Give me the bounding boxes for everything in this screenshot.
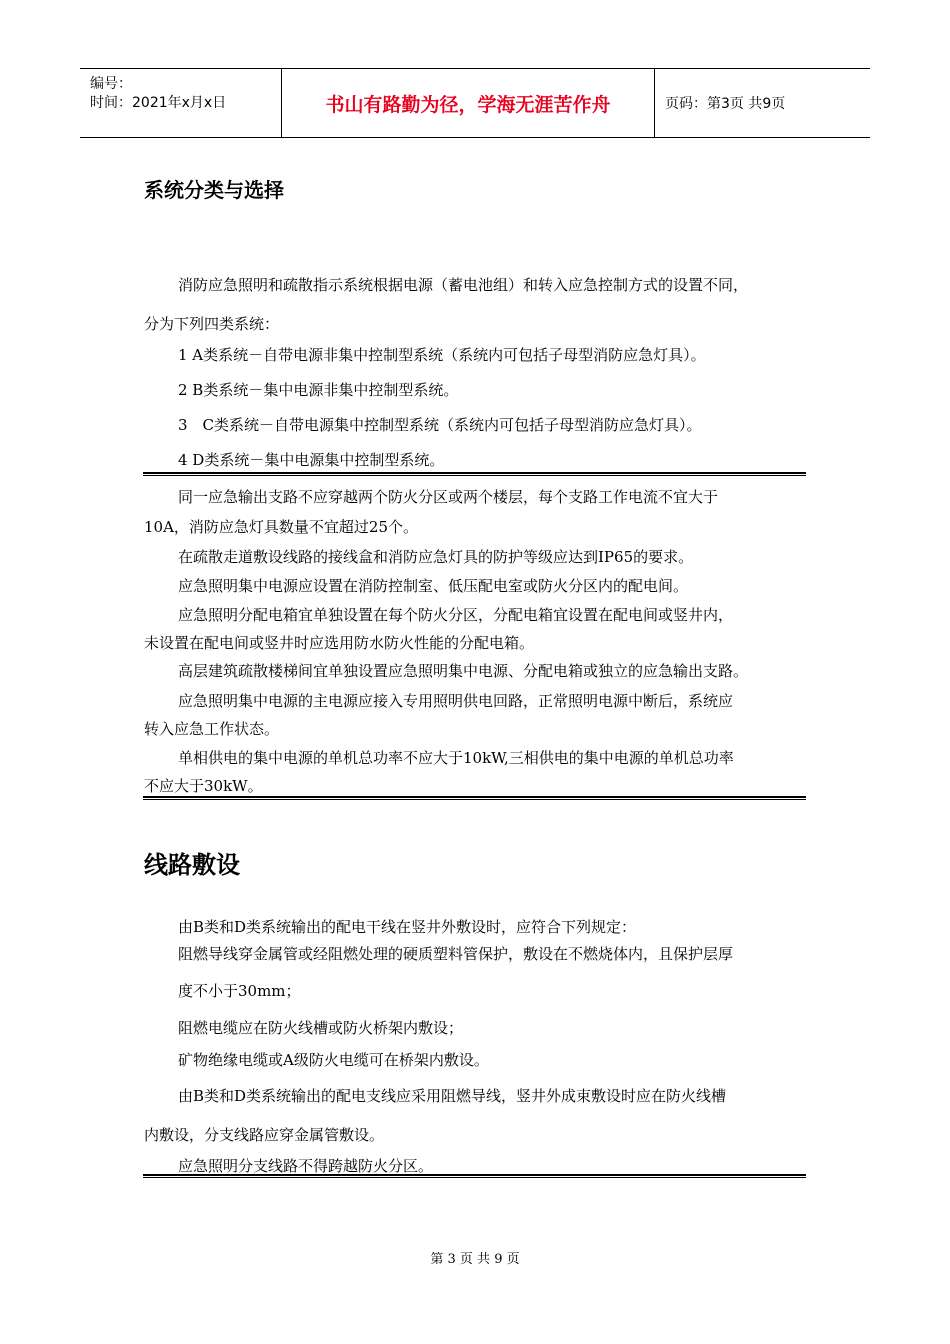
paragraph-line: 高层建筑疏散楼梯间宜单独设置应急照明集中电源、分配电箱或独立的应急输出支路。 [178,662,749,680]
paragraph-line: 矿物绝缘电缆或A级防火电缆可在桥架内敷设。 [178,1051,489,1069]
section-divider [143,472,806,476]
page-info-cell [655,69,870,137]
paragraph-line: 单相供电的集中电源的单机总功率不应大于10kW,三相供电的集中电源的单机总功率 [178,749,734,767]
paragraph-line: 10A，消防应急灯具数量不宜超过25个。 [144,518,419,536]
paragraph-line: 同一应急输出支路不应穿越两个防火分区或两个楼层，每个支路工作电流不宜大于 [178,488,719,506]
paragraph-line: 在疏散走道敷设线路的接线盒和消防应急灯具的防护等级应达到IP65的要求。 [178,548,694,566]
paragraph-line: 由B类和D类系统输出的配电支线应采用阻燃导线，竖井外成束敷设时应在防火线槽 [178,1087,727,1105]
page-footer: 第 3 页 共 9 页 [430,1252,520,1267]
list-item: 1 A类系统－自带电源非集中控制型系统（系统内可包括子母型消防应急灯具）。 [178,346,706,364]
paragraph-line: 消防应急照明和疏散指示系统根据电源（蓄电池组）和转入应急控制方式的设置不同， [178,276,749,294]
paragraph-line: 应急照明集中电源的主电源应接入专用照明供电回路，正常照明电源中断后，系统应 [178,692,734,710]
number-label: 编号： [90,76,132,92]
paragraph-line: 转入应急工作状态。 [144,720,280,738]
paragraph-line: 应急照明分配电箱宜单独设置在每个防火分区，分配电箱宜设置在配电间或竖井内， [178,606,734,624]
list-item: 2 B类系统－集中电源非集中控制型系统。 [178,381,459,399]
motto-cell [282,69,655,137]
section-divider [143,1174,806,1178]
section-title-classification: 系统分类与选择 [144,178,284,202]
list-item: 4 D类系统－集中电源集中控制型系统。 [178,451,445,469]
paragraph-line: 阻燃导线穿金属管或经阻燃处理的硬质塑料管保护，敷设在不燃烧体内，且保护层厚 [178,945,734,963]
paragraph-line: 由B类和D类系统输出的配电干线在竖井外敷设时，应符合下列规定： [178,918,637,936]
motto-text: 书山有路勤为径，学海无涯苦作舟 [325,93,611,116]
header-table [80,68,870,138]
paragraph-line: 分为下列四类系统： [144,315,280,333]
header-meta-cell [80,69,282,137]
paragraph-line: 未设置在配电间或竖井时应选用防水防火性能的分配电箱。 [144,634,535,652]
section-divider [143,796,806,800]
paragraph-line: 应急照明分支线路不得跨越防火分区。 [178,1157,434,1175]
paragraph-line: 内敷设，分支线路应穿金属管敷设。 [144,1126,385,1144]
paragraph-line: 度不小于30mm； [178,982,301,1000]
paragraph-line: 不应大于30kW。 [144,777,263,795]
paragraph-line: 阻燃电缆应在防火线槽或防火桥架内敷设； [178,1019,464,1037]
section-title-wiring: 线路敷设 [144,851,240,879]
paragraph-line: 应急照明集中电源应设置在消防控制室、低压配电室或防火分区内的配电间。 [178,577,689,595]
list-item: 3 C类系统－自带电源集中控制型系统（系统内可包括子母型消防应急灯具）。 [178,416,702,434]
page-info: 页码：第3页 共9页 [665,96,786,112]
time-label: 时间：2021年x月x日 [90,95,227,111]
